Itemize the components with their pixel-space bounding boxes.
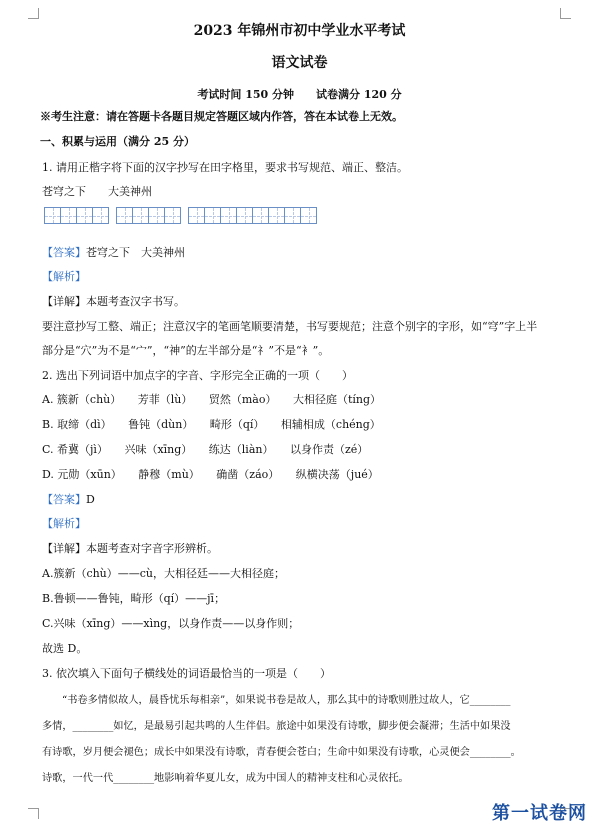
grid-cell (188, 207, 205, 224)
detail-tag: 【详解】 (42, 295, 86, 308)
q3-passage-line-4: 诗歌，一代一代________地影响着华夏儿女，成为中国人的精神支柱和心灵依托。 (42, 773, 409, 784)
q3-prompt: 3. 依次填入下面句子横线处的词语最恰当的一项是（ ） (42, 667, 331, 680)
grid-cell (116, 207, 133, 224)
q2-analysis-tag: 【解析】 (42, 517, 86, 530)
grid-cell (92, 207, 109, 224)
grid-cell (300, 207, 317, 224)
q3-passage-line-1: “书卷多情似故人，晨昏忧乐每相亲”，如果说书卷是故人，那么其中的诗歌则胜过故人，它________ (62, 695, 511, 706)
watermark-brand: 第一试卷网 (492, 803, 587, 824)
q2-explanation-b: B.鲁顿——鲁钝，畸形（qí）——jī； (42, 592, 226, 605)
q1-detail-3: 部分是“穴”为不是“宀”，“神”的左半部分是“礻”不是“衤”。 (42, 344, 330, 357)
q2-detail-line (42, 542, 218, 556)
q2-option-d: D. 元勋（xūn） 静穆（mù） 确凿（záo） 纵横决荡（jué） (42, 468, 379, 481)
q1-detail-2: 要注意抄写工整、端正；注意汉字的笔画笔顺要清楚，书写要规范；注意个别字的字形，如“穹”字上半 (42, 320, 538, 333)
exam-info: 考试时间 150 分钟 试卷满分 120 分 (197, 88, 402, 101)
exam-title: 2023 年锦州市初中学业水平考试 (193, 23, 406, 39)
q1-answer-line (42, 246, 185, 260)
q1-phrase: 苍穹之下 大美神州 (42, 185, 152, 198)
grid-cell (236, 207, 253, 224)
grid-cell (204, 207, 221, 224)
q1-detail: 本题考查汉字书写。 (86, 295, 185, 308)
crop-mark-bottom-left (28, 808, 39, 819)
grid-cell (252, 207, 269, 224)
section-heading: 一、积累与运用（满分 25 分） (40, 135, 195, 148)
crop-mark-top-left (28, 8, 39, 19)
grid-cell (44, 207, 61, 224)
crop-mark-top-right (560, 8, 571, 19)
grid-cell (76, 207, 93, 224)
q2-answer: D (86, 493, 95, 506)
q2-answer-line (42, 493, 95, 507)
q3-passage-line-2: 多情，________如忆，是最易引起共鸣的人生伴侣。旅途中如果没有诗歌，脚步便会凝滞；生活中如果没 (42, 721, 511, 732)
q2-option-c: C. 希冀（jì） 兴味（xīng） 练达（liàn） 以身作责（zé） (42, 443, 369, 456)
grid-cell (132, 207, 149, 224)
q2-option-a: A. 簇新（chù） 芳菲（lù） 贸然（mào） 大相径庭（tíng） (42, 393, 382, 406)
tianzige-grid (44, 207, 316, 224)
exam-notice: ※考生注意：请在答题卡各题目规定答题区域内作答，答在本试卷上无效。 (40, 110, 403, 123)
answer-tag: 【答案】 (42, 493, 86, 506)
q2-option-b: B. 取缔（dì） 鲁钝（dùn） 畸形（qí） 相辅相成（chéng） (42, 418, 381, 431)
q1-detail-line (42, 295, 185, 309)
q2-prompt: 2. 选出下列词语中加点字的字音、字形完全正确的一项（ ） (42, 369, 353, 382)
answer-tag: 【答案】 (42, 246, 86, 259)
exam-subtitle: 语文试卷 (271, 55, 328, 71)
q1-analysis-tag: 【解析】 (42, 270, 86, 283)
q1-answer: 苍穹之下 大美神州 (86, 246, 185, 259)
grid-cell (220, 207, 237, 224)
detail-tag: 【详解】 (42, 542, 86, 555)
grid-cell (268, 207, 285, 224)
grid-cell (148, 207, 165, 224)
q2-explanation-a: A.簇新（chù）——cù，大相径廷——大相径庭； (42, 567, 286, 580)
q2-conclusion: 故选 D。 (42, 642, 88, 655)
grid-cell (60, 207, 77, 224)
grid-cell (284, 207, 301, 224)
q2-explanation-c: C.兴味（xīng）——xìng，以身作责——以身作则； (42, 617, 300, 630)
grid-cell (164, 207, 181, 224)
q1-prompt: 1. 请用正楷字将下面的汉字抄写在田字格里，要求书写规范、端正、整洁。 (42, 161, 408, 174)
q2-detail: 本题考查对字音字形辨析。 (86, 542, 218, 555)
q3-passage-line-3: 有诗歌，岁月便会褪色；成长中如果没有诗歌，青春便会苍白；生命中如果没有诗歌，心灵便会________。 (42, 747, 521, 758)
